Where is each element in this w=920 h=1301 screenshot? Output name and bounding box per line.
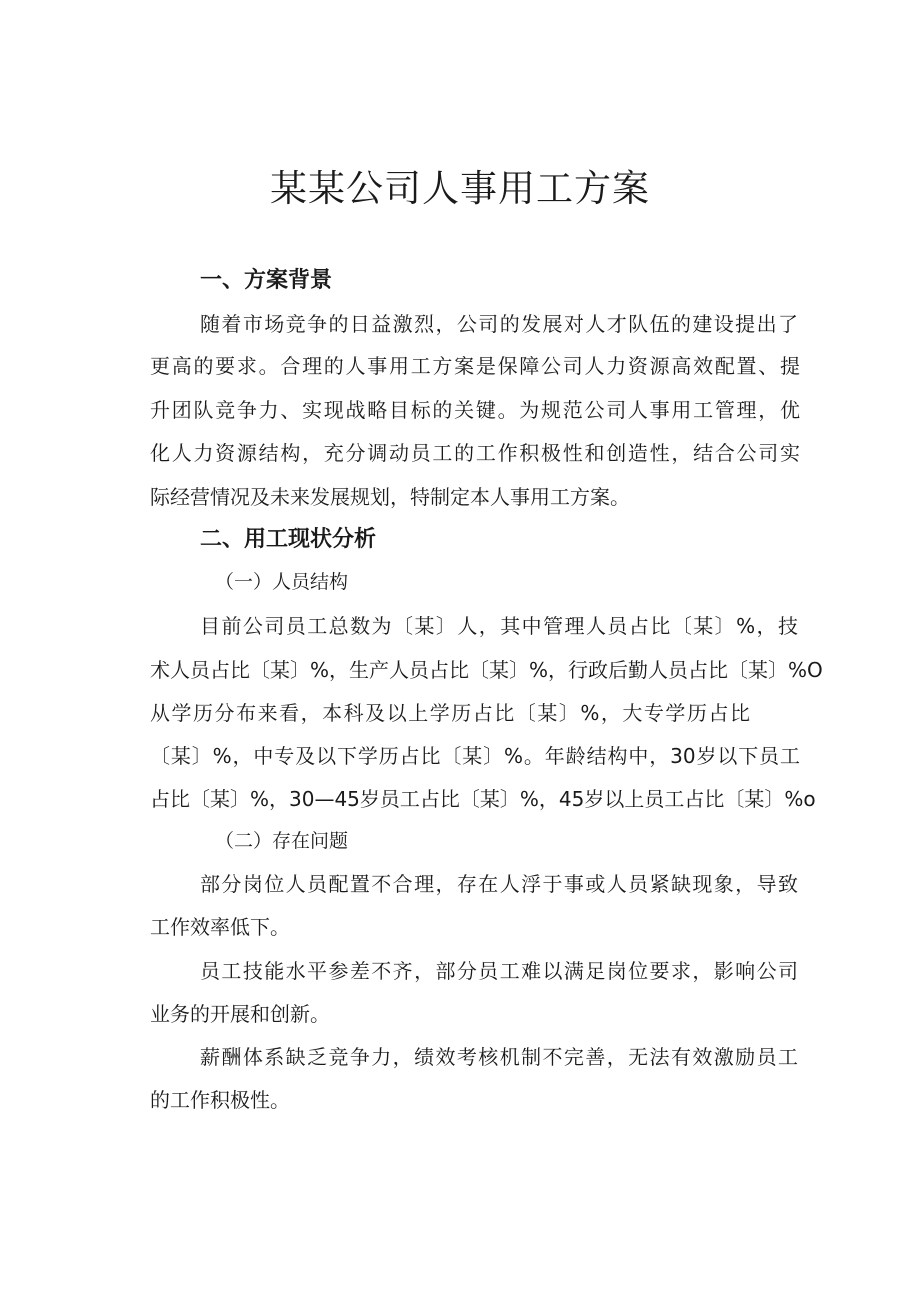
paragraph-line: 工作效率低下。 (150, 915, 290, 939)
paragraph-line: 升团队竞争力、实现战略目标的关键。为规范公司人事用工管理，优 (150, 398, 800, 422)
paragraph-line: 从学历分布来看，本科及以上学历占比〔某〕%，大专学历占比 (150, 701, 750, 725)
paragraph-line: 员工技能水平参差不齐，部分员工难以满足岗位要求，影响公司 (200, 959, 798, 983)
paragraph-line: 薪酬体系缺乏竞争力，绩效考核机制不完善，无法有效激励员工 (200, 1045, 798, 1069)
paragraph-line: 更高的要求。合理的人事用工方案是保障公司人力资源高效配置、提 (150, 354, 800, 378)
subsection-heading-structure: （一）人员结构 (215, 571, 349, 593)
section-heading-background: 一、方案背景 (200, 268, 333, 293)
paragraph-line: 际经营情况及未来发展规划，特制定本人事用工方案。 (150, 485, 630, 509)
subsection-heading-problems: （二）存在问题 (215, 830, 349, 852)
paragraph-line: 化人力资源结构，充分调动员工的工作积极性和创造性，结合公司实 (150, 441, 800, 465)
paragraph-line: 业务的开展和创新。 (150, 1002, 330, 1026)
paragraph-line: 部分岗位人员配置不合理，存在人浮于事或人员紧缺现象，导致 (200, 872, 798, 896)
document-title: 某某公司人事用工方案 (270, 167, 650, 210)
paragraph-line: 随着市场竞争的日益激烈，公司的发展对人才队伍的建设提出了 (200, 312, 798, 336)
paragraph-line: 目前公司员工总数为〔某〕人，其中管理人员占比〔某〕%，技 (200, 614, 798, 638)
paragraph-line: 〔某〕%，中专及以下学历占比〔某〕%。年龄结构中，30岁以下员工 (150, 744, 800, 768)
paragraph-line: 占比〔某〕%，30—45岁员工占比〔某〕%，45岁以上员工占比〔某〕%o (150, 787, 816, 811)
section-heading-analysis: 二、用工现状分析 (200, 527, 377, 552)
paragraph-line: 术人员占比〔某〕%，生产人员占比〔某〕%，行政后勤人员占比〔某〕%O (150, 658, 823, 682)
paragraph-line: 的工作积极性。 (150, 1088, 290, 1112)
